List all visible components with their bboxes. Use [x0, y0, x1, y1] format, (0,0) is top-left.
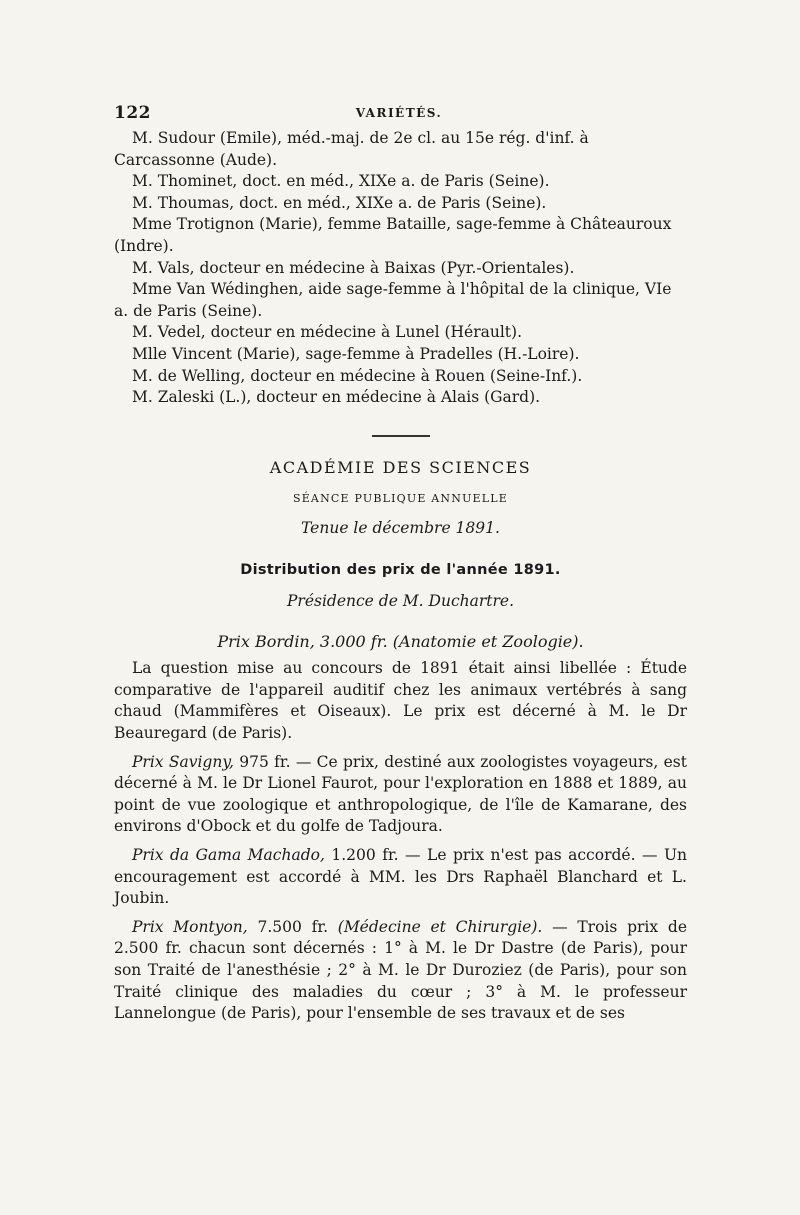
prize-savigny-label: Prix Savigny,	[132, 752, 234, 771]
list-item: M. Thoumas, doct. en méd., XIXe a. de Paris (Seine).	[132, 193, 547, 212]
prize-montyon-paragraph	[114, 917, 687, 1025]
page-number: 122	[114, 103, 151, 123]
list-item: M. Zaleski (L.), docteur en médecine à Alais (Gard).	[132, 388, 541, 407]
text-column	[114, 128, 687, 1025]
section-subtitle: SÉANCE PUBLIQUE ANNUELLE	[292, 492, 509, 506]
list-item: Mme Trotignon (Marie), femme Bataille, sage-femme à Châteauroux (Indre).	[114, 215, 672, 255]
section-divider	[372, 435, 430, 437]
prize-bordin-text: La question mise au concours de 1891 était ainsi libellée : Étude comparative de l'appareil auditif chez les animaux vertébrés à sang chaud (Mammifères et Oiseaux). Le prix est décerné à M. le Dr Beauregard (de Paris).	[114, 659, 687, 743]
list-item: M. Sudour (Emile), méd.-maj. de 2e cl. au 15e rég. d'inf. à Carcassonne (Aude).	[114, 129, 589, 169]
prize-gama-paragraph	[114, 845, 687, 910]
list-item: Mlle Vincent (Marie), sage-femme à Pradelles (H.-Loire).	[132, 344, 580, 363]
prize-savigny-text: 975 fr. — Ce prix, destiné aux zoologistes voyageurs, est décerné à M. le Dr Lionel Faurot, pour l'exploration en 1888 et 1889, au point de vue zoologique et anthropologique, de l'île de Kamarane, des environs d'Obock et du golfe de Tadjoura.	[114, 752, 687, 836]
list-item: M. Vedel, docteur en médecine à Lunel (Hérault).	[132, 323, 523, 342]
presidence-line: Présidence de M. Duchartre.	[287, 592, 514, 611]
session-date: Tenue le décembre 1891.	[301, 518, 500, 537]
running-head: VARIÉTÉS.	[355, 106, 443, 120]
distribution-heading: Distribution des prix de l'année 1891.	[240, 561, 561, 578]
prize-savigny-paragraph	[114, 752, 687, 838]
prize-montyon-amount: 7.500 fr.	[247, 917, 338, 936]
list-item: M. Thominet, doct. en méd., XIXe a. de Paris (Seine).	[132, 172, 550, 191]
entry-list	[114, 128, 687, 409]
prize-gama-text: 1.200 fr. — Le prix n'est pas accordé. — Un encouragement est accordé à MM. les Drs Raphaël Blanchard et L. Joubin.	[114, 846, 687, 908]
section-title: ACADÉMIE DES SCIENCES	[269, 457, 532, 477]
list-item: M. Vals, docteur en médecine à Baixas (Pyr.-Orientales).	[132, 258, 575, 277]
prize-montyon-text: — Trois prix de 2.500 fr. chacun sont décernés : 1° à M. le Dr Dastre (de Paris), pour son Traité de l'anesthésie ; 2° à M. le Dr Duroziez (de Paris), pour son Traité clinique des maladies du cœur ; 3° à M. le professeur Lannelongue (de Paris), pour l'ensemble de ses travaux et de ses	[114, 917, 687, 1023]
list-item: M. de Welling, docteur en médecine à Rouen (Seine-Inf.).	[132, 366, 583, 385]
list-item: Mme Van Wédinghen, aide sage-femme à l'hôpital de la clinique, VIe a. de Paris (Seine).	[114, 280, 672, 320]
prize-montyon-category: (Médecine et Chirurgie).	[337, 917, 543, 936]
page-header	[114, 103, 684, 125]
prize-gama-label: Prix da Gama Machado,	[132, 846, 325, 865]
prize-bordin-heading: Prix Bordin, 3.000 fr. (Anatomie et Zoologie).	[217, 631, 584, 651]
prize-montyon-label: Prix Montyon,	[132, 917, 248, 936]
